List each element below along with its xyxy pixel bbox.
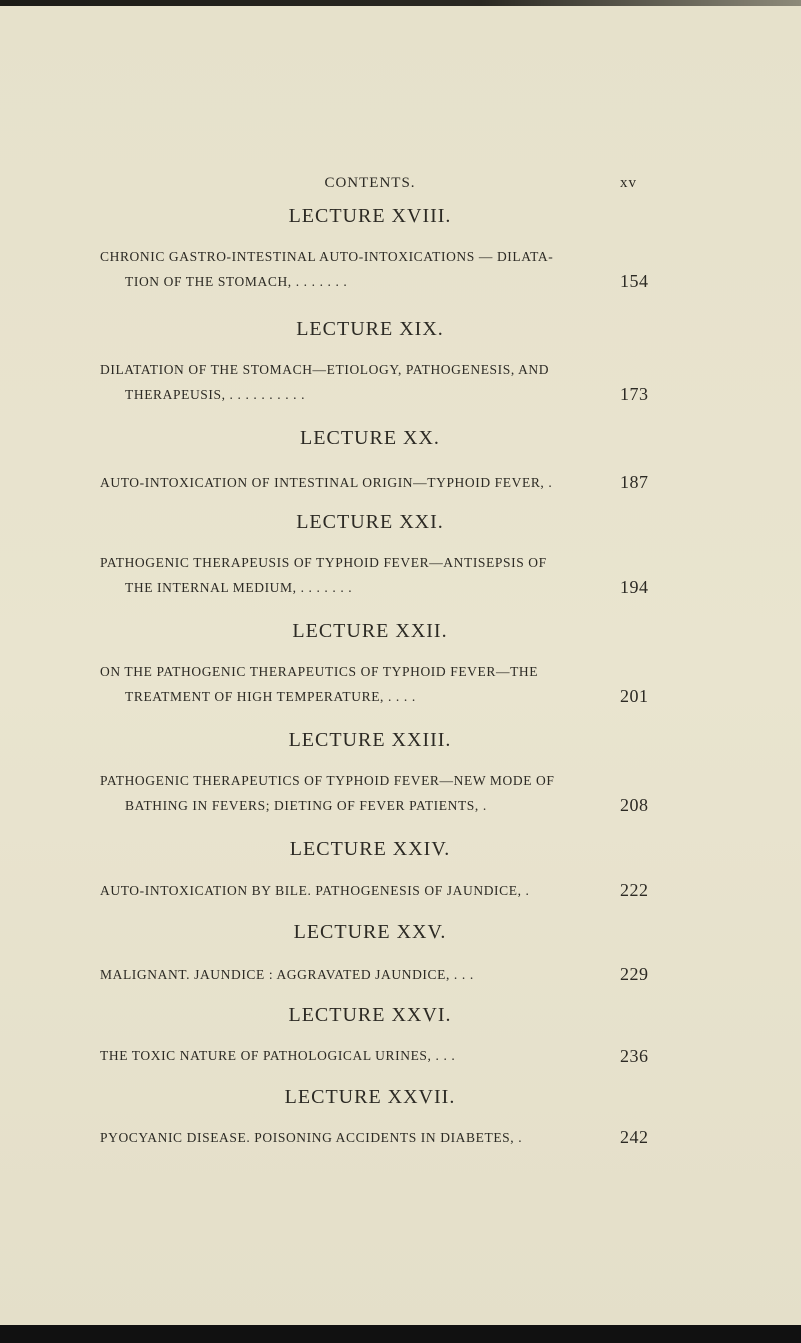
- lecture-heading: LECTURE XXI.: [296, 511, 444, 533]
- entry-text-line-1: MALIGNANT. JAUNDICE : AGGRAVATED JAUNDICE, . . .: [100, 967, 474, 982]
- entry-page-number: 229: [620, 964, 649, 984]
- running-head-page-number: xv: [620, 175, 637, 191]
- entry-page-number: 187: [620, 472, 649, 492]
- lecture-heading: LECTURE XXV.: [293, 921, 447, 943]
- lecture-heading: LECTURE XXII.: [292, 620, 448, 642]
- entry-page-number: 194: [620, 577, 649, 597]
- lecture-heading: LECTURE XXVI.: [288, 1004, 452, 1026]
- lecture-heading: LECTURE XX.: [300, 427, 440, 449]
- entry-text-line-1: ON THE PATHOGENIC THERAPEUTICS OF TYPHOID FEVER—THE: [100, 664, 539, 679]
- entry-text-line-2: TION OF THE STOMACH, . . . . . . .: [125, 274, 348, 289]
- entry-text-line-1: DILATATION OF THE STOMACH—ETIOLOGY, PATHOGENESIS, AND: [100, 362, 550, 377]
- lecture-heading: LECTURE XIX.: [296, 318, 444, 340]
- entry-text-line-1: PYOCYANIC DISEASE. POISONING ACCIDENTS IN DIABETES, .: [100, 1130, 523, 1145]
- entry-text-line-2: BATHING IN FEVERS; DIETING OF FEVER PATIENTS, .: [125, 798, 487, 813]
- entry-text-line-1: CHRONIC GASTRO-INTESTINAL AUTO-INTOXICATIONS — DILATA-: [100, 249, 554, 264]
- entry-text-line-2: TREATMENT OF HIGH TEMPERATURE, . . . .: [125, 689, 416, 704]
- entry-page-number: 154: [620, 271, 649, 291]
- entry-text-line-1: THE TOXIC NATURE OF PATHOLOGICAL URINES, . . .: [100, 1048, 456, 1063]
- entry-text-line-1: PATHOGENIC THERAPEUTICS OF TYPHOID FEVER—NEW MODE OF: [100, 773, 555, 788]
- lecture-heading: LECTURE XXIII.: [288, 729, 452, 751]
- lecture-heading: LECTURE XXIV.: [289, 838, 451, 860]
- entry-page-number: 173: [620, 384, 649, 404]
- page-top-edge: [0, 0, 801, 6]
- running-head: [0, 175, 801, 197]
- lecture-heading: LECTURE XVIII.: [288, 205, 452, 227]
- entry-text-line-2: THERAPEUSIS, . . . . . . . . . .: [125, 387, 306, 402]
- entry-text-line-1: AUTO-INTOXICATION BY BILE. PATHOGENESIS OF JAUNDICE, .: [100, 883, 530, 898]
- entry-page-number: 236: [620, 1046, 649, 1066]
- entry-text-line-2: THE INTERNAL MEDIUM, . . . . . . .: [125, 580, 353, 595]
- entry-page-number: 222: [620, 880, 649, 900]
- entry-page-number: 208: [620, 795, 649, 815]
- entry-text-line-1: PATHOGENIC THERAPEUSIS OF TYPHOID FEVER—ANTISEPSIS OF: [100, 555, 547, 570]
- running-head-title: CONTENTS.: [324, 175, 416, 191]
- entry-text-line-1: AUTO-INTOXICATION OF INTESTINAL ORIGIN—TYPHOID FEVER, .: [100, 475, 553, 490]
- page-bottom-edge: [0, 1325, 801, 1343]
- lecture-heading: LECTURE XXVII.: [284, 1086, 456, 1108]
- entry-page-number: 201: [620, 686, 649, 706]
- entry-page-number: 242: [620, 1127, 649, 1147]
